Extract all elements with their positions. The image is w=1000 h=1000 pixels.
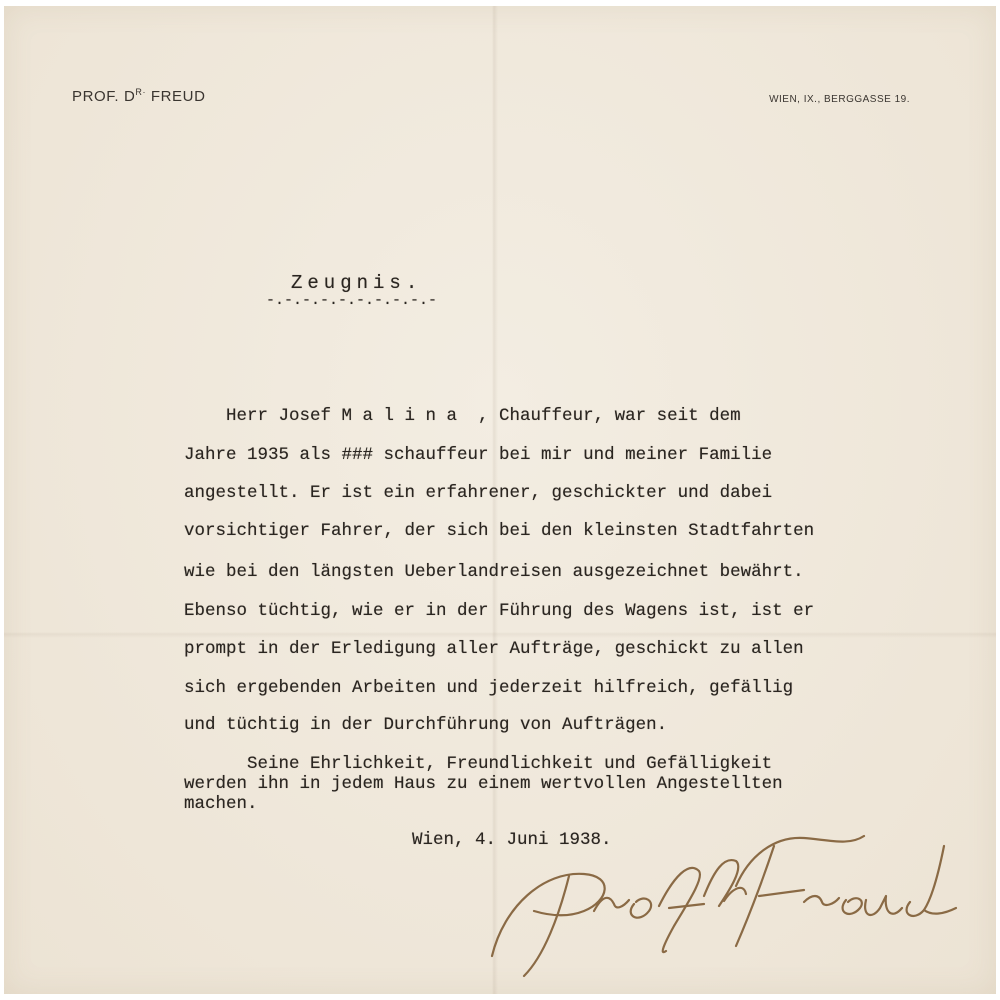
body-line: Herr Josef M a l i n a , Chauffeur, war seit dem <box>184 406 741 426</box>
body-line: vorsichtiger Fahrer, der sich bei den kleinsten Stadtfahrten <box>184 521 815 541</box>
date-line: Wien, 4. Juni 1938. <box>412 830 612 850</box>
letterhead-name-suffix: FREUD <box>146 88 206 105</box>
body-line: Jahre 1935 als ### schauffeur bei mir und meiner Familie <box>184 445 773 465</box>
letterhead-name <box>72 87 206 105</box>
body-line: prompt in der Erledigung aller Aufträge, geschickt zu allen <box>184 639 804 659</box>
closing-line: Seine Ehrlichkeit, Freundlichkeit und Gefälligkeit <box>184 754 773 774</box>
body-line: und tüchtig in der Durchführung von Aufträgen. <box>184 715 668 735</box>
closing-line: werden ihn in jedem Haus zu einem wertvollen Angestellten <box>184 774 783 794</box>
body-line: angestellt. Er ist ein erfahrener, geschickter und dabei <box>184 483 773 503</box>
letterhead-address: WIEN, IX., BERGGASSE 19. <box>769 94 910 105</box>
document-title: Zeugnis. <box>291 272 423 294</box>
handwritten-signature <box>474 816 974 986</box>
closing-line: machen. <box>184 794 258 814</box>
body-line: sich ergebenden Arbeiten und jederzeit hilfreich, gefällig <box>184 678 794 698</box>
letter-paper <box>4 6 996 994</box>
body-line: Ebenso tüchtig, wie er in der Führung des Wagens ist, ist er <box>184 601 815 621</box>
letterhead-name-prefix: PROF. D <box>72 88 136 105</box>
letterhead-name-sup: R· <box>135 87 147 97</box>
signature-drawing <box>474 816 974 986</box>
body-line: wie bei den längsten Ueberlandreisen ausgezeichnet bewährt. <box>184 562 804 582</box>
title-underline: -.-.-.-.-.-.-.-.-.- <box>266 292 438 309</box>
